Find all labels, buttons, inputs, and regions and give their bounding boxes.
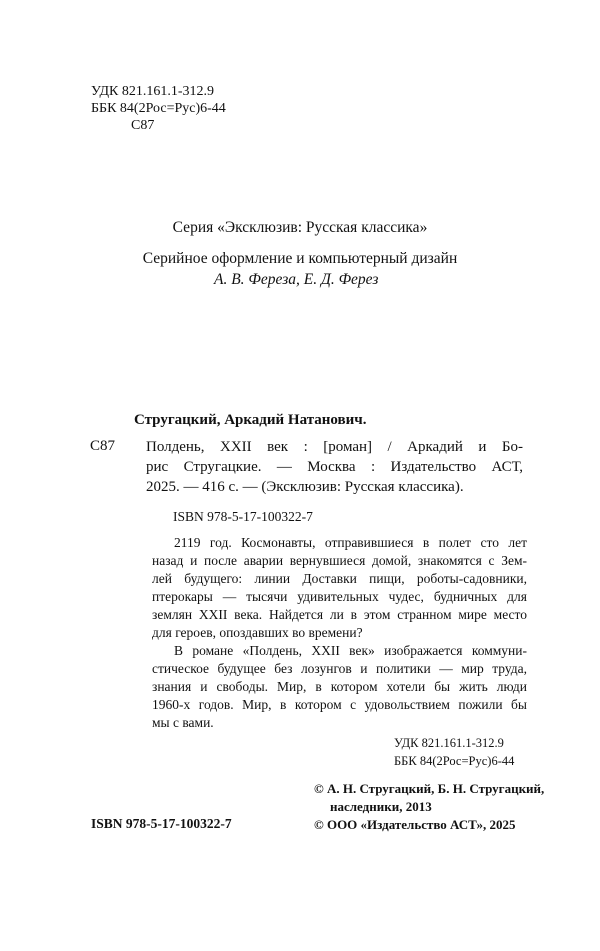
bbk-bottom: ББК 84(2Рос=Рус)6-44 — [394, 754, 515, 768]
udk-top: УДК 821.161.1-312.9 — [91, 84, 215, 99]
description-line: Полдень, XXII век : [роман] / Аркадий и Бо- — [146, 439, 523, 455]
annotation-line: лей будущего: линии Доставки пищи, роботы-садовники, — [152, 571, 527, 586]
annotation-line: для героев, опоздавших во времени? — [152, 625, 363, 640]
bbk-top: ББК 84(2Рос=Рус)6-44 — [91, 101, 226, 116]
record-isbn: ISBN 978-5-17-100322-7 — [173, 509, 313, 524]
bibliographic-description — [146, 437, 523, 497]
description-line: 2025. — 416 с. — (Эксклюзив: Русская классика). — [146, 479, 464, 495]
annotation-line: назад и после аварии вернувшиеся домой, знакомятся с Зем- — [152, 553, 527, 568]
annotation-line: птерокары — тысячи удивительных чудес, будничных для — [152, 589, 527, 604]
copyright-authors-heirs: наследники, 2013 — [330, 799, 432, 814]
annotation-line: знания и свободы. Мир, в котором хотели бы жить люди — [152, 679, 527, 694]
annotation-paragraph-1 — [152, 534, 527, 642]
footer-isbn: ISBN 978-5-17-100322-7 — [91, 816, 232, 831]
author-heading: Стругацкий, Аркадий Натанович. — [134, 412, 367, 428]
description-line: рис Стругацкие. — Москва : Издательство АСТ, — [146, 459, 523, 475]
annotation-line: землян XXII века. Найдется ли в этом странном мире место — [152, 607, 527, 622]
annotation-line: В романе «Полдень, XXII век» изображается коммуни- — [174, 643, 527, 658]
annotation-line: 2119 год. Космонавты, отправившиеся в полет сто лет — [174, 535, 527, 550]
record-cutter: С87 — [90, 438, 116, 454]
copyright-publisher: © ООО «Издательство АСТ», 2025 — [314, 817, 516, 832]
annotation-line: 1960-х годов. Мир, в котором с удовольствием пожили бы — [152, 697, 527, 712]
annotation-paragraph-2 — [152, 642, 527, 732]
cutter-top: С87 — [131, 118, 155, 133]
series-title: Серия «Эксклюзив: Русская классика» — [172, 219, 428, 236]
design-credit: Серийное оформление и компьютерный дизайн — [142, 250, 458, 267]
annotation-line: стическое будущее без лозунгов и политики — мир труда, — [152, 661, 527, 676]
copyright-authors: © А. Н. Стругацкий, Б. Н. Стругацкий, — [314, 781, 545, 796]
udk-bottom: УДК 821.161.1-312.9 — [394, 736, 504, 750]
annotation-line: мы с вами. — [152, 715, 214, 730]
designers: А. В. Фереза, Е. Д. Ферез — [214, 271, 379, 288]
